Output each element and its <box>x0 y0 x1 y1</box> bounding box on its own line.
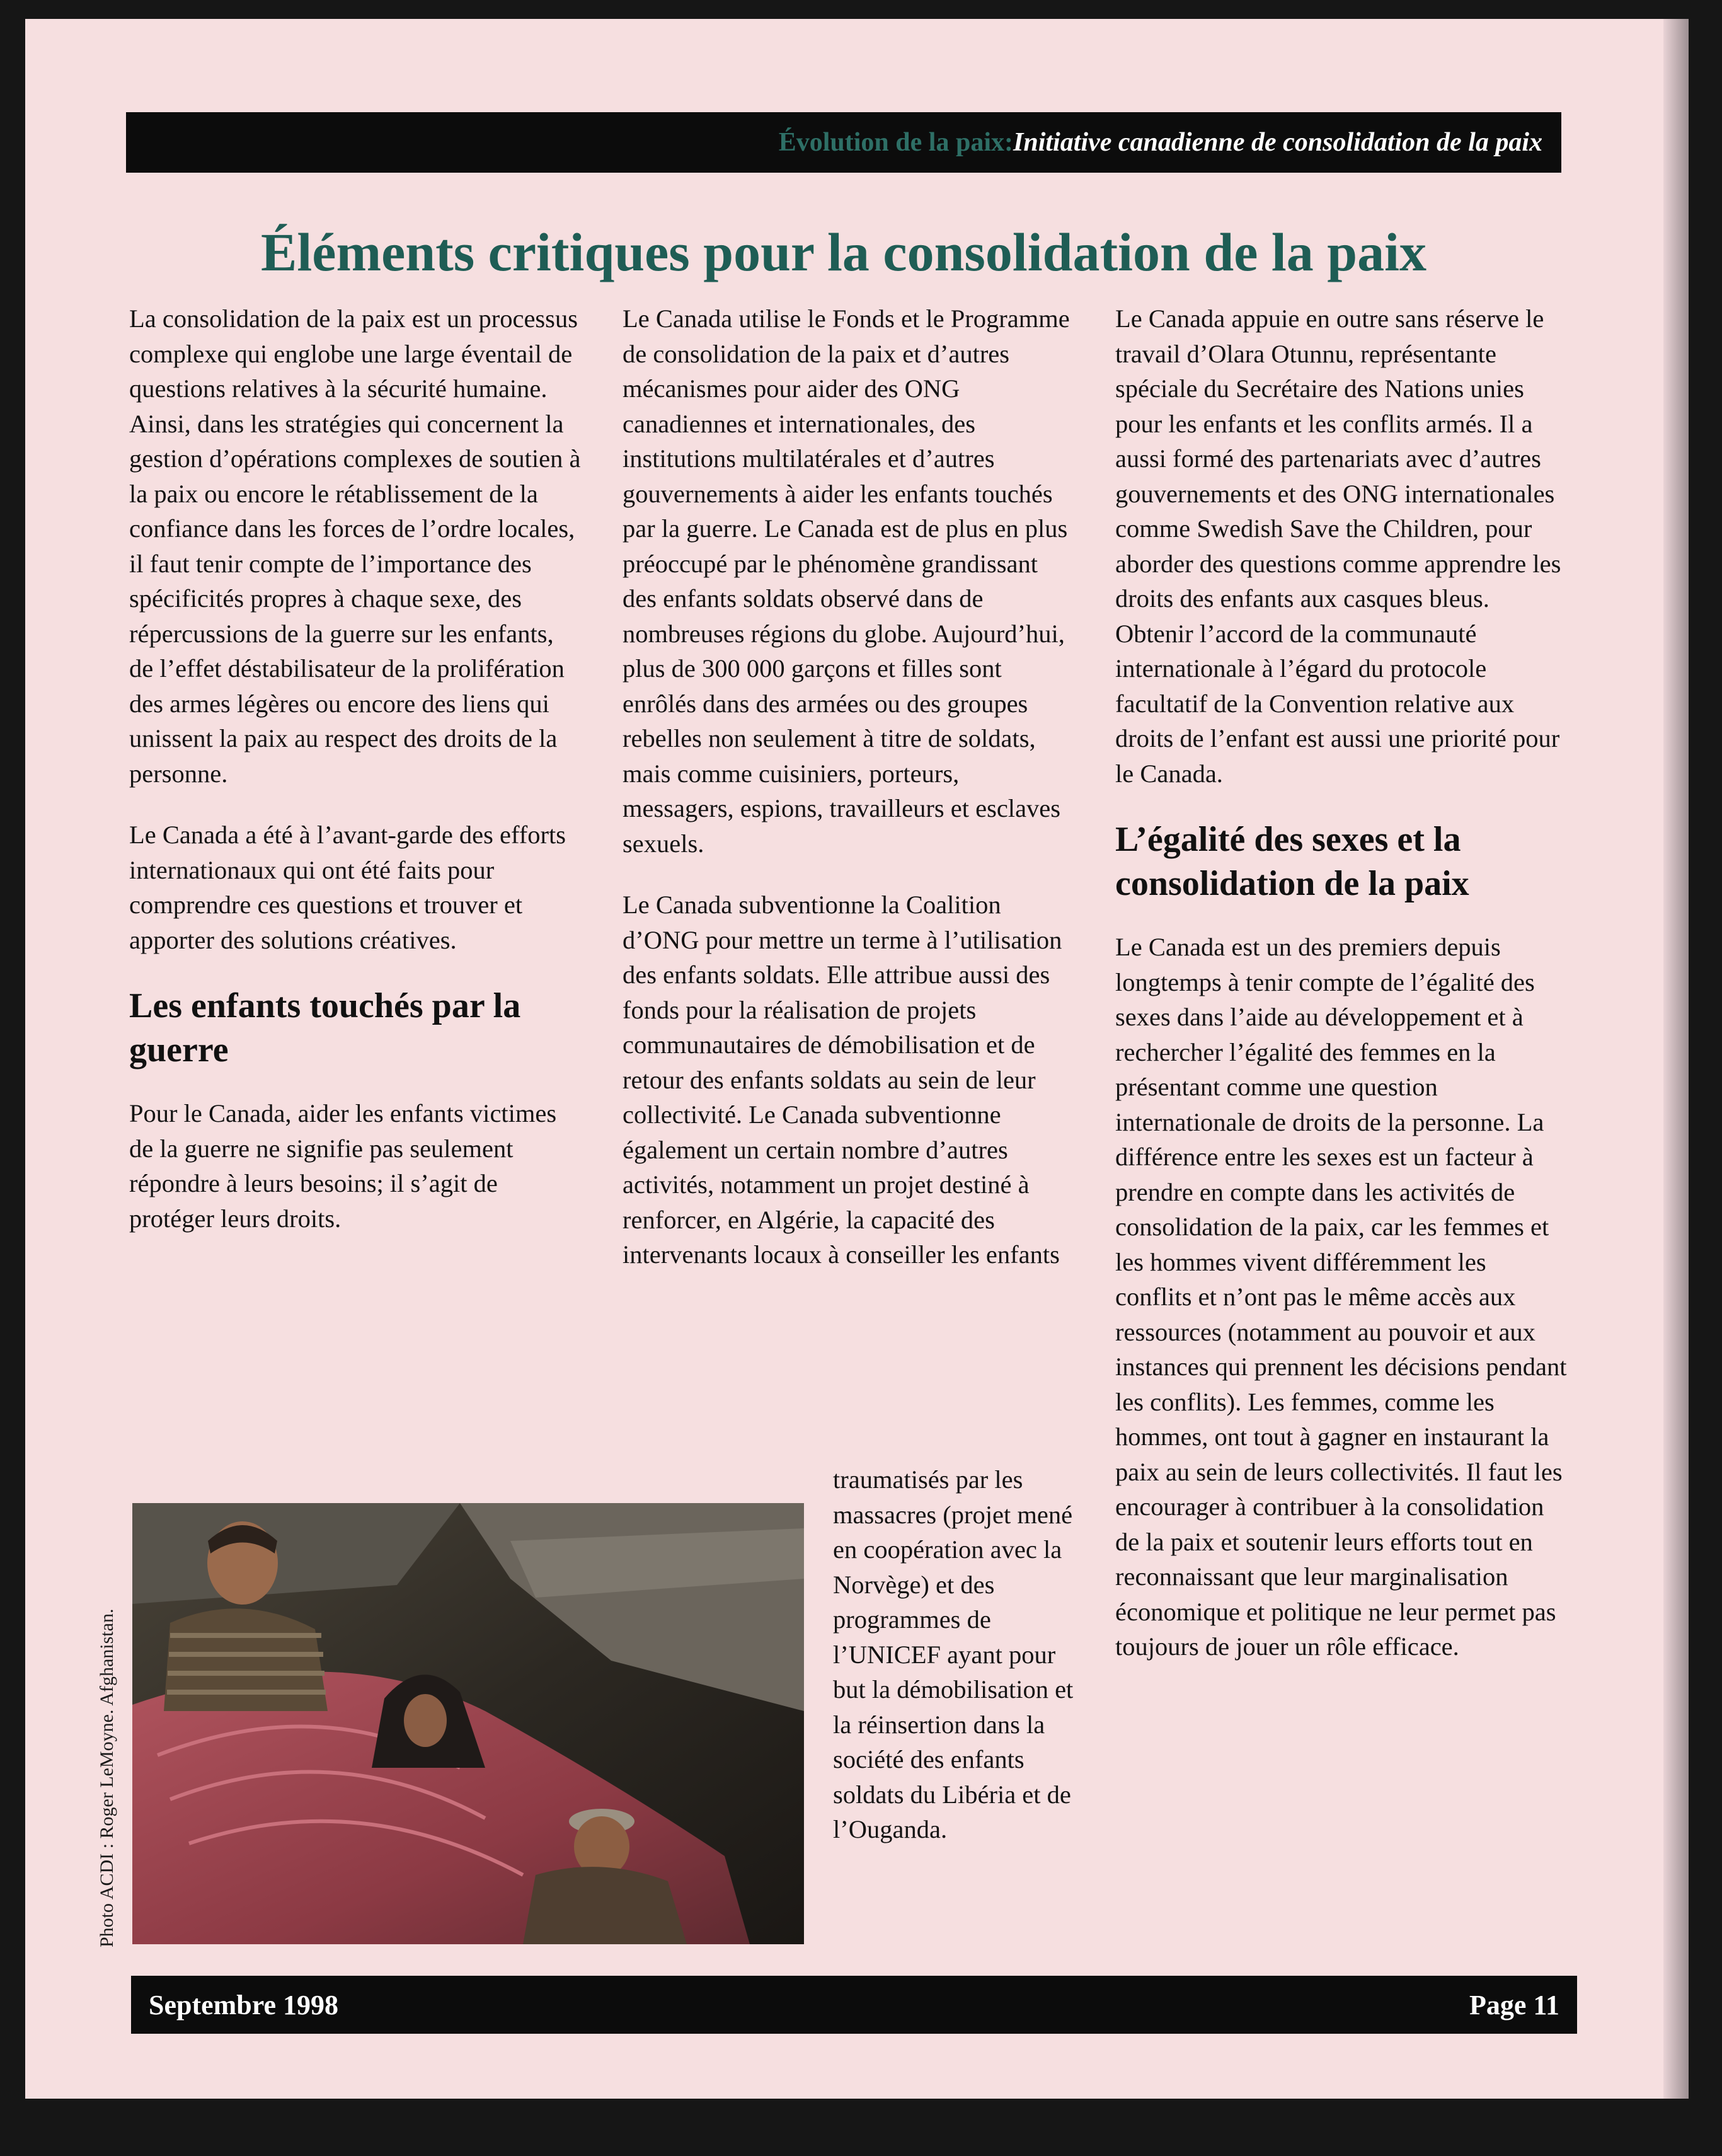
column-2 <box>623 301 1076 1299</box>
paragraph: Le Canada subventionne la Coalition d’ONG pour mettre un terme à l’utilisation des enfants soldats. Elle attribue aussi des fonds pour la réalisation de projets communautaires de démobilisation et de retour des enfants soldats au sein de leur collectivité. Le Canada subventionne également un certain nombre d’autres activités, notamment un projet destiné à renforcer, en Algérie, la capacité des intervenants locaux à conseiller les enfants <box>623 891 1062 1269</box>
subheading-enfants: Les enfants touchés par la guerre <box>129 986 521 1069</box>
photo-children-afghanistan <box>132 1503 804 1944</box>
column-3 <box>1115 301 1569 1691</box>
header-series-title: Initiative canadienne de consolidation de la paix <box>1013 128 1542 157</box>
page-number: Page 11 <box>1469 1989 1559 2021</box>
paragraph: Le Canada a été à l’avant-garde des efforts internationaux qui ont été faits pour comprendre ces questions et trouver et apporter des solutions créatives. <box>129 821 566 954</box>
header-section: Évolution de la paix <box>778 128 1004 157</box>
paragraph: Le Canada appuie en outre sans réserve le travail d’Olara Otunnu, représentante spéciale du Secrétaire des Nations unies pour les enfants et les conflits armés. Il a aussi formé des partenariats avec d’autres gouvernements et des ONG internationales comme Swedish Save the Children, pour aborder des questions comme apprendre les droits des enfants aux casques bleus. Obtenir l’accord de la communauté internationale à l’égard du protocole facultatif de la Convention relative aux droits de l’enfant est aussi une priorité pour le Canada. <box>1115 304 1561 788</box>
issue-date: Septembre 1998 <box>149 1989 339 2021</box>
paragraph: Pour le Canada, aider les enfants victimes de la guerre ne signifie pas seulement répondre à leurs besoins; il s’agit de protéger leurs droits. <box>129 1099 557 1233</box>
subheading-egalite: L’égalité des sexes et la consolidation de la paix <box>1115 820 1469 903</box>
paragraph: Le Canada est un des premiers depuis longtemps à tenir compte de l’égalité des sexes dans l’aide au développement et à rechercher l’égalité des femmes en la présentant comme une question internationale de droits de la personne. La différence entre les sexes est un facteur à prendre en compte dans les activités de consolidation de la paix, car les femmes et les hommes vivent différemment les conflits et n’ont pas le même accès aux ressources (notamment au pouvoir et aux instances qui prennent les décisions pendant les conflits). Les femmes, comme les hommes, ont tout à gagner en instaurant la paix au sein de leurs collectivités. Il faut les encourager à contribuer à la consolidation de la paix et soutenir leurs efforts tout en reconnaissant que leur marginalisation économique et politique ne leur permet pas toujours de jouer un rôle efficace. <box>1115 933 1567 1661</box>
article-title: Éléments critiques pour la consolidation de la paix <box>261 222 1426 282</box>
footer-bar <box>131 1976 1577 2034</box>
column-1 <box>129 301 583 1262</box>
paragraph-continuation: traumatisés par les massacres (projet mené en coopération avec la Norvège) et des programmes de l’UNICEF ayant pour but la démobilisation et la réinsertion dans la société des enfants soldats du Libéria et de l’Ouganda. <box>833 1465 1074 1843</box>
paragraph: La consolidation de la paix est un processus complexe qui englobe une large éventail de questions relatives à la sécurité humaine. Ainsi, dans les stratégies qui concernent la gestion d’opérations complexes de soutien à la paix ou encore le rétablissement de la confiance dans les forces de l’ordre locales, il faut tenir compte de l’importance des spécificités propres à chaque sexe, des répercussions de la guerre sur les enfants, de l’effet déstabilisateur de la prolifération des armes légères ou encore des liens qui unissent la paix au respect des droits de la personne. <box>129 304 581 788</box>
photo-credit: Photo ACDI : Roger LeMoyne. Afghanistan. <box>96 1608 117 1947</box>
paragraph: Le Canada utilise le Fonds et le Programme de consolidation de la paix et d’autres mécanismes pour aider des ONG canadiennes et internationales, des institutions multilatérales et d’autres gouvernements à aider les enfants touchés par la guerre. Le Canada est de plus en plus préoccupé par le phénomène grandissant des enfants soldats observé dans de nombreuses régions du globe. Aujourd’hui, plus de 300 000 garçons et filles sont enrôlés dans des armées ou des groupes rebelles non seulement à titre de soldats, mais comme cuisiniers, porteurs, messagers, espions, travailleurs et esclaves sexuels. <box>623 304 1070 858</box>
page-edge <box>1663 19 1689 2099</box>
header-bar <box>126 112 1561 173</box>
header-separator: : <box>1004 128 1013 157</box>
